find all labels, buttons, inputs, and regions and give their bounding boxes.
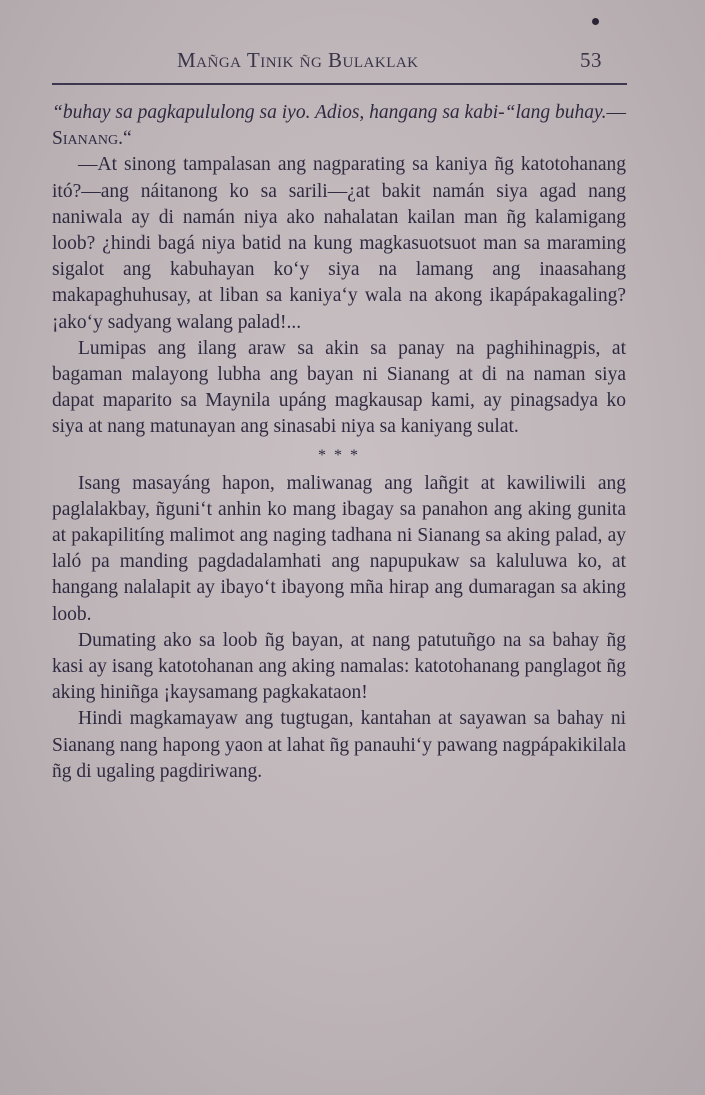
letter-signature: Sianang xyxy=(52,128,119,150)
ink-dot-mark xyxy=(592,18,599,25)
paragraph-letter-end xyxy=(52,100,626,152)
close-quote: .“ xyxy=(118,128,132,150)
page-number: 53 xyxy=(580,48,602,72)
signature-dash: — xyxy=(606,102,626,123)
header-rule xyxy=(52,83,627,85)
paragraph-4: Isang masayáng hapon, maliwanag ang lañgit at kawiliwili ang paglalakbay, ñguni‘t anhin ko mang ibagay sa panahon ang aking gunita at pakapilitíng malimot ang naging tadhana ni Sianang sa aking palad, ay laló pa manding pagdadalamhati ang napupukaw sa kaluluwa ko, at hangang nalalapit ay ibayo‘t ibayong mña hirap ang dumaragan sa aking loob. xyxy=(52,472,626,625)
paragraph-3: Lumipas ang ilang araw sa akin sa panay na paghihinagpis, at bagaman malayong lubha ang bayan ni Sianang at di na naman siya dapat maparito sa Maynila upáng magkausap kami, ay pinagsadya ko siya at nang matunayan ang sinasabi niya sa kaniyang sulat. xyxy=(52,337,626,438)
body-text xyxy=(52,100,626,785)
page-header xyxy=(52,48,624,80)
letter-closing: “buhay sa pagkapululong sa iyo. Adios, hangang sa kabi-“lang buhay. xyxy=(52,102,607,123)
paragraph-2: —At sinong tampalasan ang nagparating sa kaniya ñg katotohanang itó?—ang náitanong ko sa sarili—¿at bakit namán siya agad nang naniwala ay di namán niya ako nahalatan kailan man ñg kalamigang loob? ¿hindi bagá niya batid na kung magkasuotsuot man sa maraming sigalot ang kabuhayan ko‘y siya na lamang ang inaasahang makapaghuhusay, at liban sa kaniya‘y wala na akong ikapápakagaling? ¡ako‘y sadyang walang palad!... xyxy=(52,154,626,333)
paragraph-6: Hindi magkamayaw ang tugtugan, kantahan at sayawan sa bahay ni Sianang nang hapong yaon at lahat ñg panauhi‘y pawang nagpápakikilala ñg di ugaling pagdiriwang. xyxy=(52,708,626,782)
section-separator: * * * xyxy=(318,446,360,464)
paragraph-5: Dumating ako sa loob ñg bayan, at nang patutuñgo na sa bahay ñg kasi ay isang katotohanan ang aking namalas: katotohanang panglagot ñg aking hiniñga ¡kaysamang pagkakataon! xyxy=(52,629,626,704)
running-title: Mañga Tinik ñg Bulaklak xyxy=(177,48,419,72)
